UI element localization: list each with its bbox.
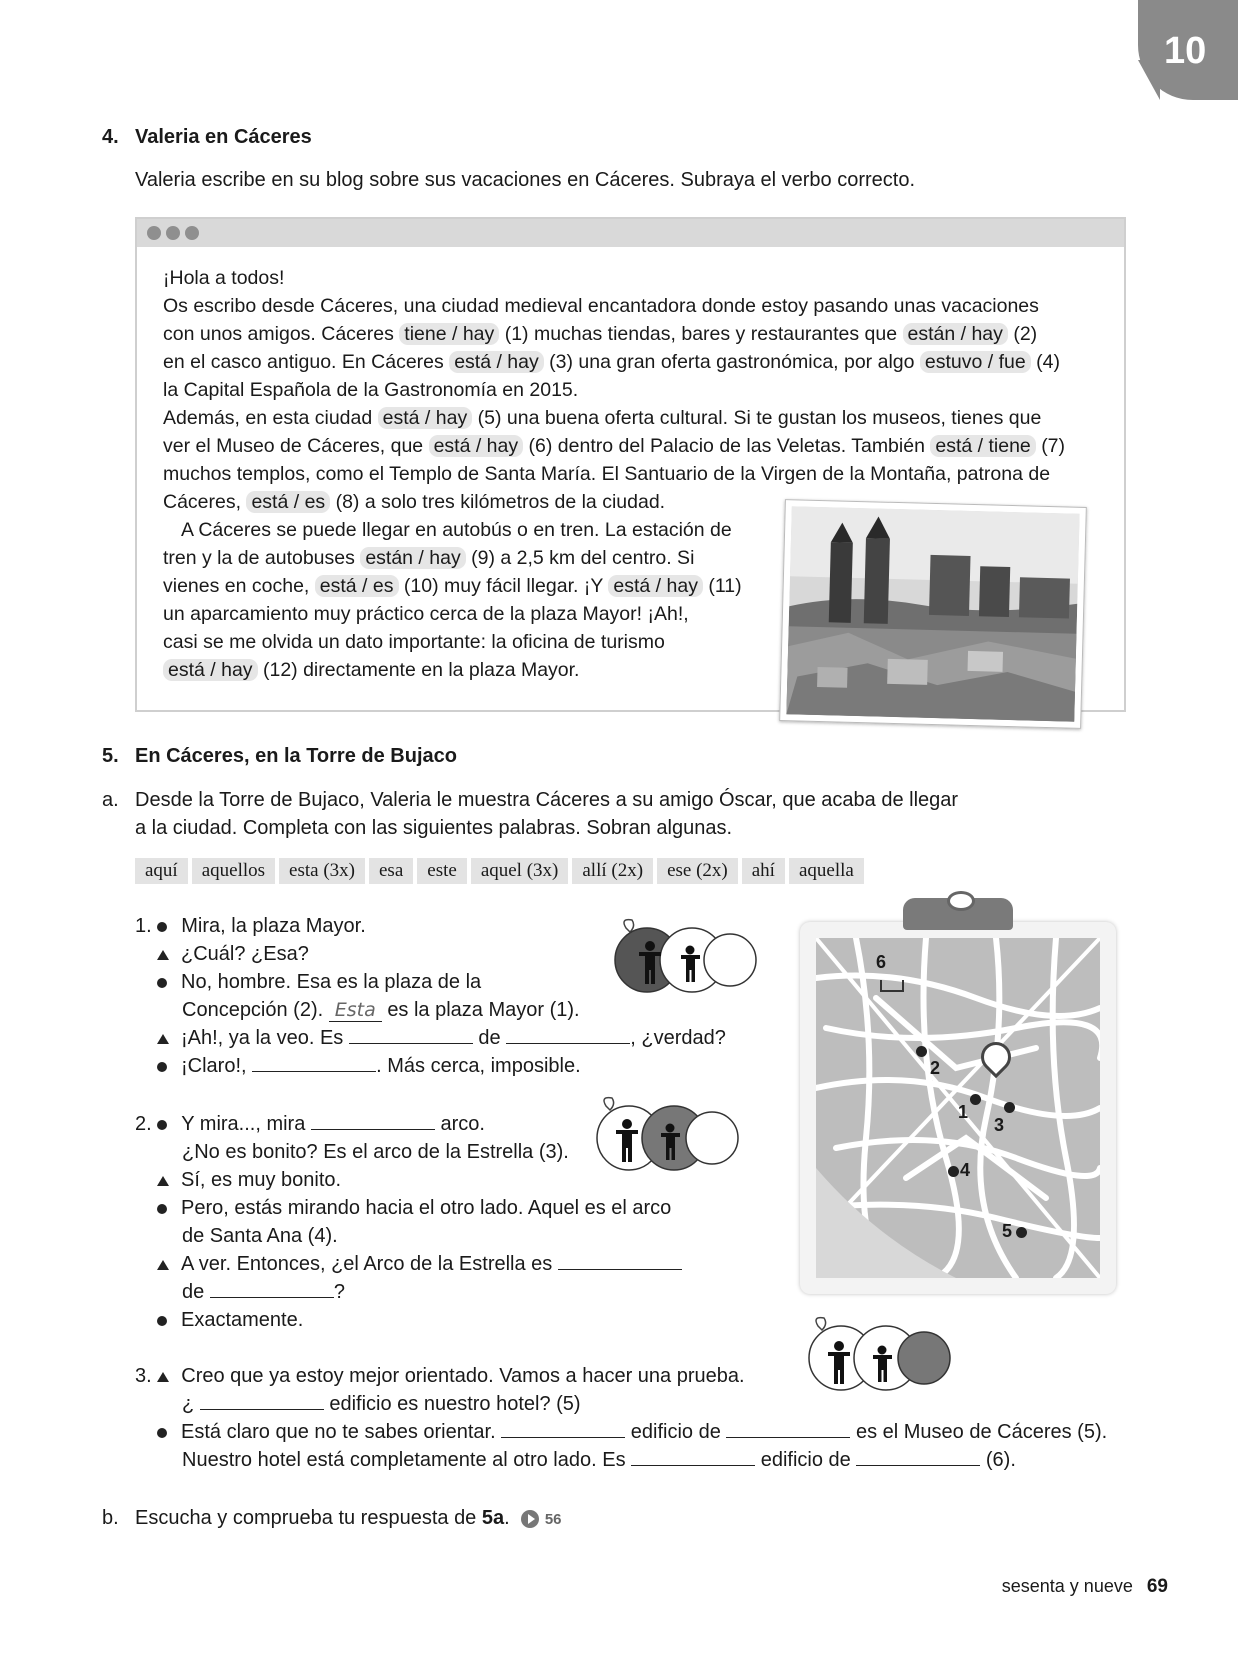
speaker-a-icon xyxy=(157,1120,167,1130)
word-bank-item: aquella xyxy=(789,858,864,884)
blog-line: en el casco antiguo. En Cáceres está / hay (3) una gran oferta gastronómica, por algo estuvo / fue (4) xyxy=(163,351,1060,373)
speaker-a-icon xyxy=(157,1316,167,1326)
map-point-icon xyxy=(970,1094,981,1105)
blog-line: tren y la de autobuses están / hay (9) a 2,5 km del centro. Si xyxy=(163,547,695,569)
hotel-bed-icon xyxy=(880,980,904,992)
speaker-a-icon xyxy=(157,978,167,988)
dialogue-2: 2. Y mira..., mira arco. ¿No es bonito? Es el arco de la Estrella (3). Sí, es muy bonito. Pero, estás mirando hacia el otro lado. Aquel es el arco de Santa Ana (4). A ver. Entonces, ¿el Arco de la Estrella es de ? Exactamente. xyxy=(135,1110,775,1334)
speaker-b-icon xyxy=(157,1372,169,1382)
clipboard-ring-icon xyxy=(947,891,975,911)
word-bank-item: aquel (3x) xyxy=(471,858,569,884)
answer-blank-filled[interactable]: Esta xyxy=(329,999,382,1022)
blog-line: ver el Museo de Cáceres, que está / hay (6) dentro del Palacio de las Veletas. También está / tiene (7) xyxy=(163,435,1066,457)
unit-number: 10 xyxy=(1164,30,1207,72)
verb-option-3[interactable]: está / hay xyxy=(449,351,544,373)
dialogue-1: 1. Mira, la plaza Mayor. ¿Cuál? ¿Esa? No, hombre. Esa es la plaza de la Concepción (2). Esta es la plaza Mayor (1). ¡Ah!, ya la veo. Es de , ¿verdad? ¡Claro!, . Más cerca, imposible. xyxy=(135,915,726,1077)
page-footer xyxy=(1002,1576,1168,1598)
answer-blank[interactable] xyxy=(856,1447,980,1466)
verb-option-9[interactable]: están / hay xyxy=(360,547,465,569)
speaker-b-icon xyxy=(157,1260,169,1270)
speaker-a-icon xyxy=(157,922,167,932)
answer-blank[interactable] xyxy=(726,1419,850,1438)
page-number: 69 xyxy=(1146,1576,1168,1597)
verb-option-4[interactable]: estuvo / fue xyxy=(920,351,1031,373)
answer-blank[interactable] xyxy=(349,1025,473,1044)
verb-option-1[interactable]: tiene / hay xyxy=(399,323,499,345)
blog-line: casi se me olvida un dato importante: la oficina de turismo xyxy=(163,631,665,653)
map-label: 6 xyxy=(876,952,887,972)
ex4-number: 4. xyxy=(102,126,119,148)
blog-line: muchos templos, como el Templo de Santa María. El Santuario de la Virgen de la Montaña, patrona de xyxy=(163,463,1051,485)
speaker-a-icon xyxy=(157,1204,167,1214)
ex5a-instruction: Desde la Torre de Bujaco, Valeria le muestra Cáceres a su amigo Óscar, que acaba de llegar a la ciudad. Completa con las siguientes palabras. Sobran algunas. xyxy=(135,789,959,839)
map-label: 5 xyxy=(1002,1221,1013,1241)
verb-option-10[interactable]: está / es xyxy=(315,575,399,597)
distance-close-illustration xyxy=(612,918,762,1000)
city-map xyxy=(800,922,1116,1294)
city-skyline-illustration xyxy=(786,506,1079,721)
map-point-icon xyxy=(1004,1102,1015,1113)
word-bank-item: aquellos xyxy=(192,858,275,884)
blog-line: está / hay (12) directamente en la plaza Mayor. xyxy=(163,656,1103,684)
blog-greeting: ¡Hola a todos! xyxy=(163,267,285,289)
answer-blank[interactable] xyxy=(252,1053,376,1072)
map-label: 4 xyxy=(960,1160,971,1180)
blog-line: con unos amigos. Cáceres tiene / hay (1) muchas tiendas, bares y restaurantes que están / hay (2) xyxy=(163,323,1038,345)
answer-blank[interactable] xyxy=(210,1279,334,1298)
map-label: 3 xyxy=(994,1115,1005,1135)
speaker-b-icon xyxy=(157,950,169,960)
audio-track-number: 56 xyxy=(544,1511,562,1528)
word-bank-item: este xyxy=(417,858,467,884)
ex5a-label: a. xyxy=(102,789,119,811)
distance-middle-illustration xyxy=(594,1096,744,1178)
map-label: 2 xyxy=(930,1058,941,1078)
verb-option-5[interactable]: está / hay xyxy=(378,407,473,429)
word-bank-item: aquí xyxy=(135,858,188,884)
speaker-a-icon xyxy=(157,1428,167,1438)
word-bank-item: esa xyxy=(369,858,413,884)
window-dot-icon xyxy=(166,226,180,240)
blog-window-bar xyxy=(137,219,1124,247)
ex5-title: En Cáceres, en la Torre de Bujaco xyxy=(135,745,457,767)
dialogue-3: 3. Creo que ya estoy mejor orientado. Vamos a hacer una prueba. ¿ edificio es nuestro hotel? (5) Está claro que no te sabes orientar. edificio de es el Museo de Cáceres (5). Nuestro hotel está completamente al otro lado. Es edificio de (6). xyxy=(135,1365,1108,1471)
speaker-b-icon xyxy=(157,1176,169,1186)
ex5b-label: b. xyxy=(102,1507,119,1529)
blog-line: Además, en esta ciudad está / hay (5) una buena oferta cultural. Si te gustan los museos, tienes que xyxy=(163,407,1042,429)
verb-option-6[interactable]: está / hay xyxy=(429,435,524,457)
verb-option-2[interactable]: están / hay xyxy=(903,323,1008,345)
window-dot-icon xyxy=(147,226,161,240)
verb-option-8[interactable]: está / es xyxy=(246,491,330,513)
word-bank-item: esta (3x) xyxy=(279,858,365,884)
caceres-photo xyxy=(779,499,1087,729)
verb-option-11[interactable]: está / hay xyxy=(608,575,703,597)
map-point-icon xyxy=(1016,1227,1027,1238)
page-number-words: sesenta y nueve xyxy=(1001,1576,1133,1596)
verb-option-12[interactable]: está / hay xyxy=(163,659,258,681)
map-point-icon xyxy=(948,1166,959,1177)
ex5b-instruction: Escucha y comprueba tu respuesta de 5a. 56 xyxy=(135,1507,562,1529)
map-label: 1 xyxy=(958,1102,969,1122)
audio-play-icon[interactable] xyxy=(521,1510,539,1528)
word-bank-item: allí (2x) xyxy=(572,858,653,884)
ex4-title: Valeria en Cáceres xyxy=(135,126,312,148)
verb-option-7[interactable]: está / tiene xyxy=(930,435,1035,457)
blog-line: A Cáceres se puede llegar en autobús o en tren. La estación de xyxy=(181,519,732,541)
word-bank xyxy=(135,858,1095,884)
answer-blank[interactable] xyxy=(631,1447,755,1466)
answer-blank[interactable] xyxy=(558,1251,682,1270)
distance-far-illustration xyxy=(806,1316,956,1398)
blog-line: la Capital Española de la Gastronomía en 2015. xyxy=(163,379,579,401)
blog-line: un aparcamiento muy práctico cerca de la plaza Mayor! ¡Ah!, xyxy=(163,603,689,625)
answer-blank[interactable] xyxy=(506,1025,630,1044)
speaker-a-icon xyxy=(157,1062,167,1072)
speaker-b-icon xyxy=(157,1034,169,1044)
blog-line: vienes en coche, está / es (10) muy fácil llegar. ¡Y está / hay (11) xyxy=(163,575,742,597)
answer-blank[interactable] xyxy=(311,1111,435,1130)
map-streets xyxy=(816,938,1100,1278)
map-point-icon xyxy=(916,1046,927,1057)
window-dot-icon xyxy=(185,226,199,240)
blog-line: Os escribo desde Cáceres, una ciudad medieval encantadora donde estoy pasando unas vacaciones xyxy=(163,295,1039,317)
ex5-number: 5. xyxy=(102,745,119,767)
blog-line: Cáceres, está / es (8) a solo tres kilómetros de la ciudad. xyxy=(163,491,666,513)
word-bank-item: ahí xyxy=(742,858,785,884)
answer-blank[interactable] xyxy=(501,1419,625,1438)
word-bank-item: ese (2x) xyxy=(657,858,738,884)
ex4-instruction: Valeria escribe en su blog sobre sus vacaciones en Cáceres. Subraya el verbo correcto. xyxy=(135,169,916,191)
answer-blank[interactable] xyxy=(200,1391,324,1410)
